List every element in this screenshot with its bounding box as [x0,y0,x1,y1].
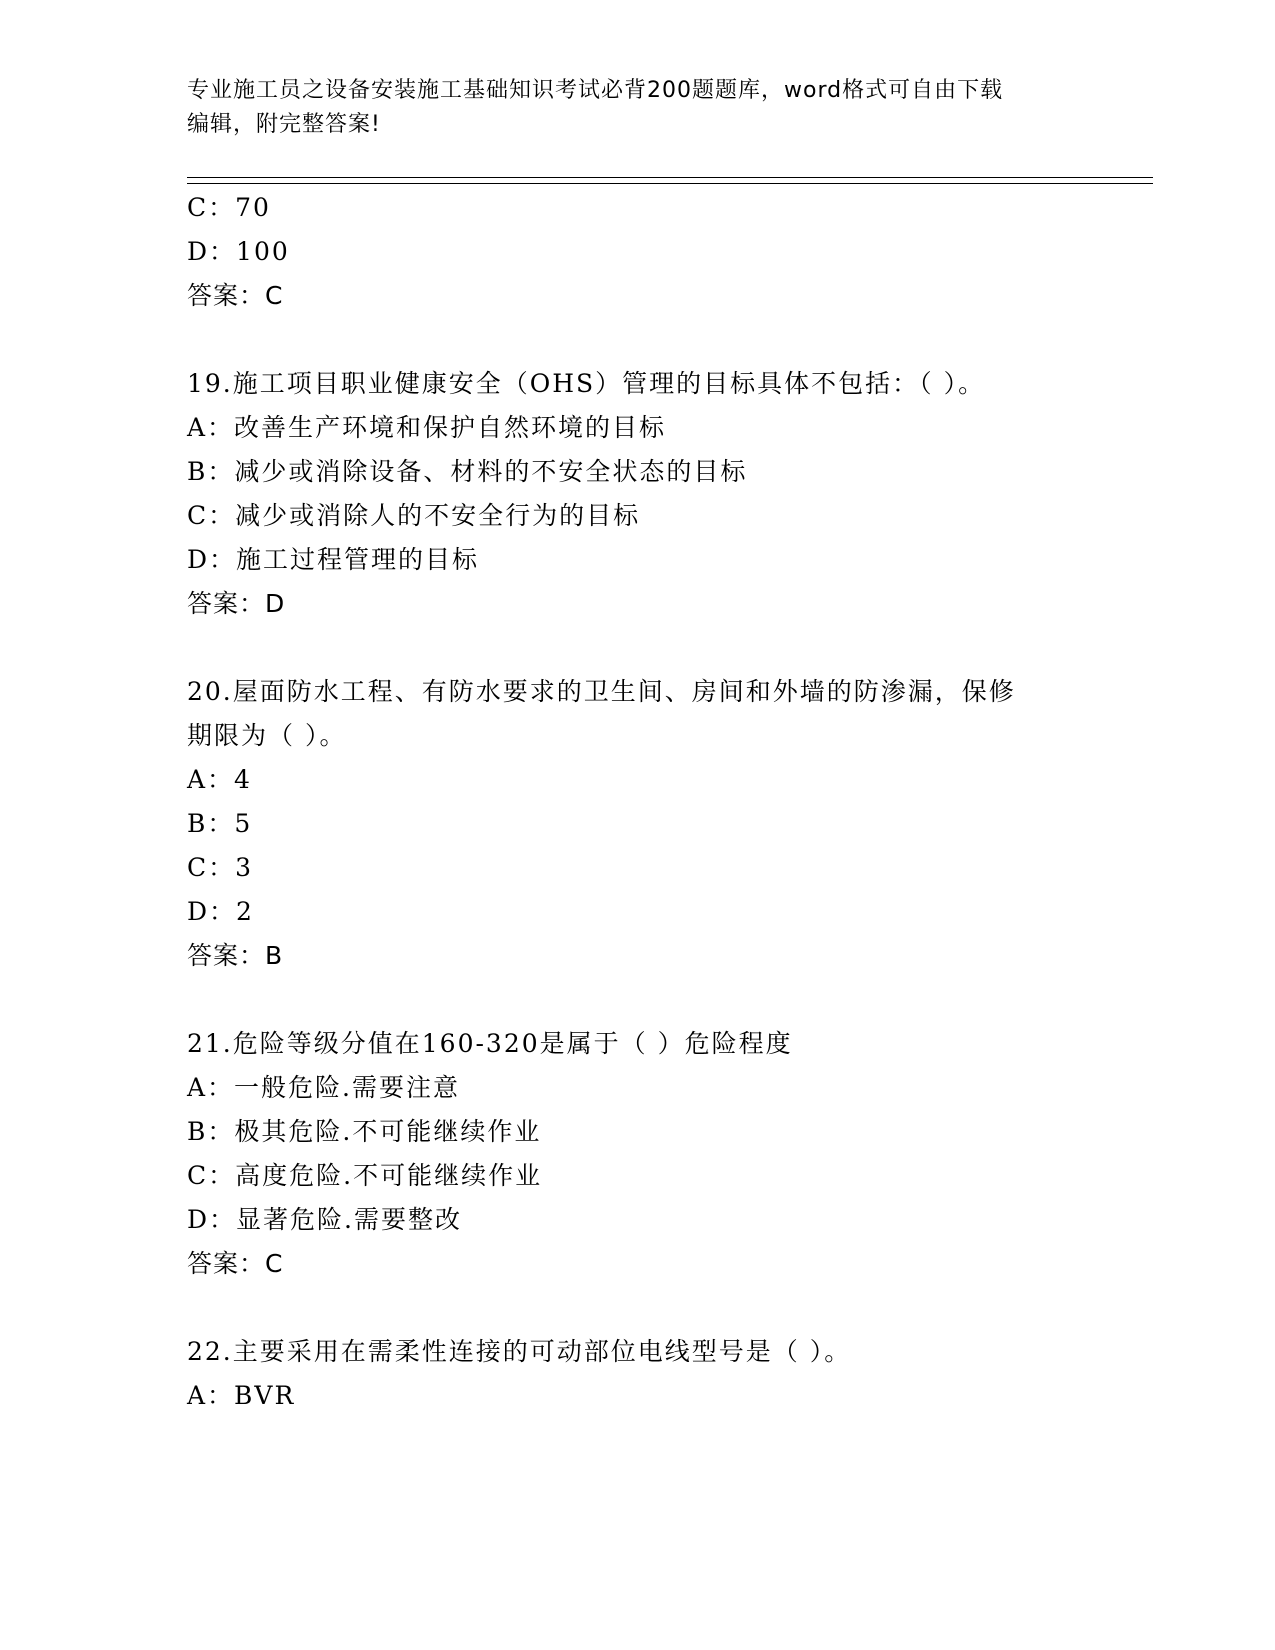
header-divider-bottom [187,183,1153,184]
q19-option-c: C：减少或消除人的不安全行为的目标 [187,501,641,530]
q21-option-d: D：显著危险.需要整改 [187,1205,462,1234]
q20-answer: 答案：B [187,941,284,970]
q21-stem: 21.危险等级分值在160-320是属于（ ）危险程度 [187,1029,793,1058]
q20-stem-line-1: 20.屋面防水工程、有防水要求的卫生间、房间和外墙的防渗漏，保修 [187,677,1016,706]
header-title-line-1: 专业施工员之设备安装施工基础知识考试必背200题题库，word格式可自由下载 [187,78,1004,103]
q21-option-b: B：极其危险.不可能继续作业 [187,1117,542,1146]
header-title-line-2: 编辑，附完整答案! [187,112,381,137]
q19-option-a: A：改善生产环境和保护自然环境的目标 [187,413,667,442]
q19-stem: 19.施工项目职业健康安全（OHS）管理的目标具体不包括：（ ）。 [187,369,986,398]
header-divider-top [187,177,1153,178]
q21-option-a: A：一般危险.需要注意 [187,1073,461,1102]
document-header [187,74,1067,142]
q21-answer: 答案：C [187,1249,284,1278]
q20-option-d: D：2 [187,897,254,926]
q18-option-c: C：70 [187,193,271,222]
q22-stem: 22.主要采用在需柔性连接的可动部位电线型号是（ ）。 [187,1337,852,1366]
q20-option-c: C：3 [187,853,254,882]
q18-option-d: D：100 [187,237,290,266]
q19-option-d: D：施工过程管理的目标 [187,545,480,574]
q20-stem-line-2: 期限为（ ）。 [187,721,347,750]
q19-answer: 答案：D [187,589,286,618]
q20-option-a: A：4 [187,765,252,794]
q18-answer: 答案：C [187,281,284,310]
q19-option-b: B：减少或消除设备、材料的不安全状态的目标 [187,457,748,486]
q20-option-b: B：5 [187,809,253,838]
q22-option-a: A：BVR [187,1381,296,1410]
q21-option-c: C：高度危险.不可能继续作业 [187,1161,543,1190]
